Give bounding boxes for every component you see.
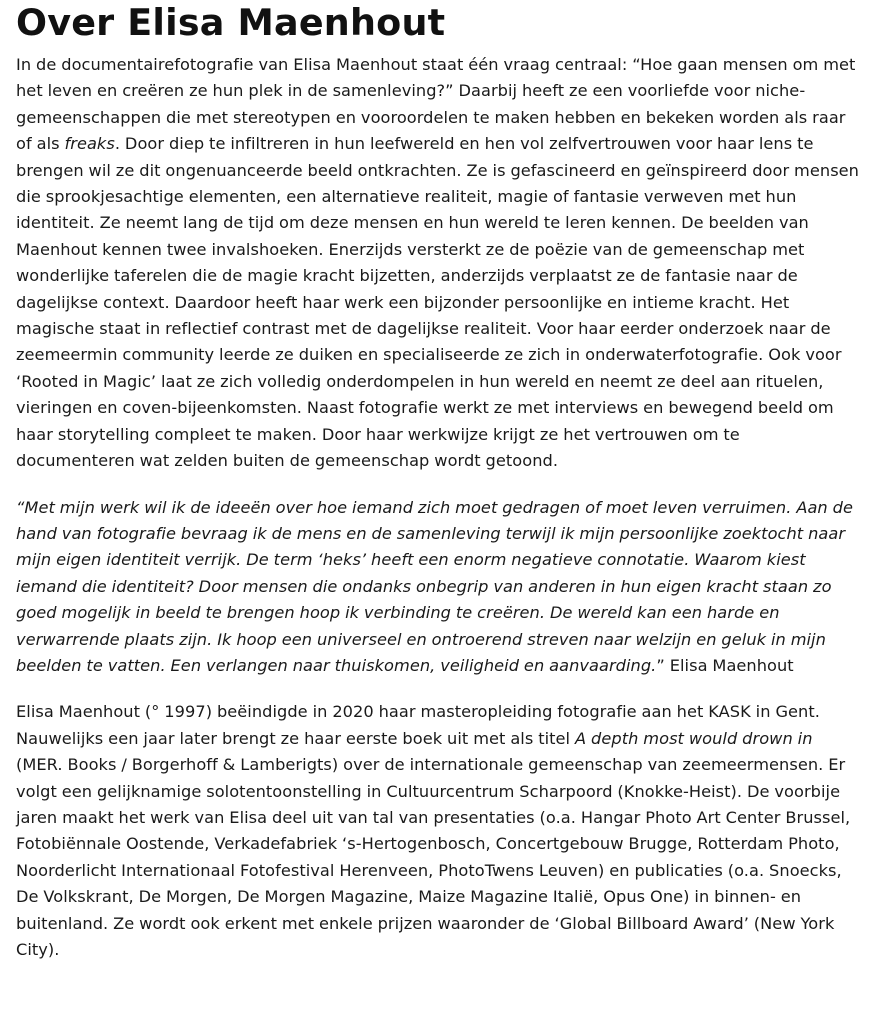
artist-quote-attribution: ” Elisa Maenhout [656, 655, 794, 675]
bio-paragraph-intro [16, 52, 860, 475]
artist-quote-text: “Met mijn werk wil ik de ideeën over hoe iemand zich moet gedragen of moet leven verruimen. Aan de hand van fotografie bevraag ik de mens en de samenleving terwijl ik mijn persoonlijke zoektocht naar mijn eigen identiteit verrijk. De term ‘heks’ heeft een enorm negatieve connotatie. Waarom kiest iemand die identiteit? Door mensen die ondanks onbegrip van anderen in hun eigen kracht staan zo goed mogelijk in beeld te brengen hoop ik verbinding te creëren. De wereld kan een harde en verwarrende plaats zijn. Ik hoop een universeel en ontroerend streven naar welzijn en geluk in mijn beelden te vatten. Een verlangen naar thuiskomen, veiligheid en aanvaarding. [16, 497, 853, 675]
bio-intro-emphasis-freaks: freaks [64, 134, 115, 154]
bio-career-text-end: (MER. Books / Borgerhoff & Lamberigts) over de internationale gemeenschap van zeemeermensen. Er volgt een gelijknamige solotentoonstelling in Cultuurcentrum Scharpoord (Knokke-Heist). De voorbije jaren maakt het werk van Elisa deel uit van tal van presentaties (o.a. Hangar Photo Art Center Brussel, Fotobiënnale Oostende, Verkadefabriek ‘s-Hertogenbosch, Concertgebouw Brugge, Rotterdam Photo, Noorderlicht Internationaal Fotofestival Herenveen, PhotoTwens Leuven) en publicaties (o.a. Snoecks, De Volkskrant, De Morgen, De Morgen Magazine, Maize Magazine Italië, Opus One) in binnen- en buitenland. Ze wordt ook erkent met enkele prijzen waaronder de ‘Global Billboard Award’ (New York City). [16, 755, 851, 959]
bio-intro-text-end: . Door diep te infiltreren in hun leefwereld en hen vol zelfvertrouwen voor haar lens te brengen wil ze dit ongenuanceerde beeld ontkrachten. Ze is gefascineerd en geïnspireerd door mensen die sprookjesachtige elementen, een alternatieve realiteit, magie of fantasie verweven met hun identiteit. Ze neemt lang de tijd om deze mensen en hun wereld te leren kennen. De beelden van Maenhout kennen twee invalshoeken. Enerzijds versterkt ze de poëzie van de gemeenschap met wonderlijke taferelen die de magie kracht bijzetten, anderzijds verplaatst ze de fantasie naar de dagelijkse context. Daardoor heeft haar werk een bijzonder persoonlijke en intieme kracht. Het magische staat in reflectief contrast met de dagelijkse realiteit. Voor haar eerder onderzoek naar de zeemeermin community leerde ze duiken en specialiseerde ze zich in onderwaterfotografie. Ook voor ‘Rooted in Magic’ laat ze zich volledig onderdompelen in hun wereld en neemt ze deel aan rituelen, vieringen en coven-bijeenkomsten. Naast fotografie werkt ze met interviews en bewegend beeld om haar storytelling compleet te maken. Door haar werkwijze krijgt ze het vertrouwen om te documenteren wat zelden buiten de gemeenschap wordt getoond. [16, 134, 859, 471]
bio-paragraph-career [16, 699, 860, 963]
artist-quote [16, 495, 860, 680]
book-title: A depth most would drown in [575, 728, 813, 748]
page-title: Over Elisa Maenhout [16, 1, 446, 44]
bio-intro-text-start: In de documentairefotografie van Elisa Maenhout staat één vraag centraal: “Hoe gaan mensen om met het leven en creëren ze hun plek in de samenleving?” Daarbij heeft ze een voorliefde voor niche-gemeenschappen die met stereotypen en vooroordelen te maken hebben en bekeken worden als raar of als [16, 55, 856, 154]
bio-career-text-start: Elisa Maenhout (° 1997) beëindigde in 2020 haar masteropleiding fotografie aan het KASK in Gent. Nauwelijks een jaar later brengt ze haar eerste boek uit met als titel [16, 702, 820, 748]
